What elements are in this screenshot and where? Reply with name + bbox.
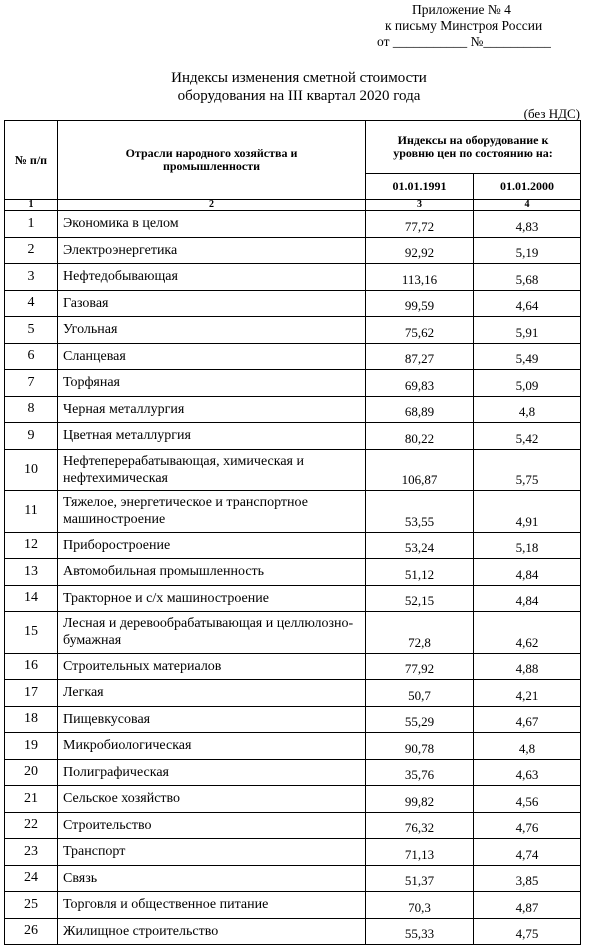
- column-number: 1: [5, 200, 58, 211]
- row-index-1991: 55,29: [366, 706, 474, 733]
- row-sector-name: Нефтеперерабатывающая, химическая и нефтехимическая: [58, 449, 366, 491]
- row-sector-name: Пищевкусовая: [58, 706, 366, 733]
- row-sector-name: Цветная металлургия: [58, 423, 366, 450]
- row-sector-name: Черная металлургия: [58, 396, 366, 423]
- table-row: [5, 211, 581, 238]
- column-number-row: [5, 200, 581, 211]
- row-sector-name: Жилищное строительство: [58, 918, 366, 945]
- row-sector-name: Сельское хозяйство: [58, 786, 366, 813]
- row-number: 13: [5, 559, 58, 586]
- row-index-2000: 4,88: [474, 653, 581, 680]
- row-index-1991: 77,72: [366, 211, 474, 238]
- table-row: [5, 786, 581, 813]
- row-index-1991: 77,92: [366, 653, 474, 680]
- row-number: 8: [5, 396, 58, 423]
- row-index-1991: 106,87: [366, 449, 474, 491]
- row-number: 4: [5, 290, 58, 317]
- table-row: [5, 559, 581, 586]
- table-row: [5, 290, 581, 317]
- row-sector-name: Газовая: [58, 290, 366, 317]
- table-row: [5, 491, 581, 533]
- row-index-2000: 5,18: [474, 532, 581, 559]
- row-index-2000: 4,74: [474, 839, 581, 866]
- row-index-1991: 50,7: [366, 680, 474, 707]
- row-number: 26: [5, 918, 58, 945]
- row-number: 22: [5, 812, 58, 839]
- table-row: [5, 759, 581, 786]
- row-index-1991: 99,82: [366, 786, 474, 813]
- index-table: [4, 120, 581, 945]
- table-row: [5, 706, 581, 733]
- document-title: [0, 69, 598, 105]
- header-date-2000: 01.01.2000: [474, 174, 581, 200]
- row-number: 20: [5, 759, 58, 786]
- table-row: [5, 680, 581, 707]
- row-sector-name: Тяжелое, энергетическое и транспортное машиностроение: [58, 491, 366, 533]
- row-index-2000: 4,64: [474, 290, 581, 317]
- table-row: [5, 733, 581, 760]
- row-number: 5: [5, 317, 58, 344]
- row-number: 14: [5, 585, 58, 612]
- row-number: 18: [5, 706, 58, 733]
- row-number: 16: [5, 653, 58, 680]
- table-row: [5, 865, 581, 892]
- row-sector-name: Нефтедобывающая: [58, 264, 366, 291]
- row-sector-name: Строительство: [58, 812, 366, 839]
- row-index-1991: 90,78: [366, 733, 474, 760]
- row-index-2000: 4,62: [474, 612, 581, 654]
- row-sector-name: Полиграфическая: [58, 759, 366, 786]
- row-sector-name: Приборостроение: [58, 532, 366, 559]
- header-indices: Индексы на оборудование к уровню цен по состоянию на:: [366, 121, 581, 174]
- row-number: 2: [5, 237, 58, 264]
- row-index-2000: 3,85: [474, 865, 581, 892]
- row-number: 9: [5, 423, 58, 450]
- row-index-2000: 4,8: [474, 396, 581, 423]
- row-index-1991: 75,62: [366, 317, 474, 344]
- row-index-2000: 5,49: [474, 343, 581, 370]
- row-sector-name: Угольная: [58, 317, 366, 344]
- row-index-1991: 51,37: [366, 865, 474, 892]
- row-number: 24: [5, 865, 58, 892]
- table-row: [5, 585, 581, 612]
- row-sector-name: Тракторное и с/х машиностроение: [58, 585, 366, 612]
- row-number: 11: [5, 491, 58, 533]
- row-index-2000: 4,87: [474, 892, 581, 919]
- row-number: 21: [5, 786, 58, 813]
- row-index-2000: 4,56: [474, 786, 581, 813]
- title-line-1: Индексы изменения сметной стоимости: [171, 70, 427, 86]
- row-index-1991: 76,32: [366, 812, 474, 839]
- row-number: 12: [5, 532, 58, 559]
- header-row: [5, 121, 581, 174]
- row-index-1991: 68,89: [366, 396, 474, 423]
- row-index-1991: 87,27: [366, 343, 474, 370]
- row-number: 10: [5, 449, 58, 491]
- row-sector-name: Микробиологическая: [58, 733, 366, 760]
- row-index-2000: 4,8: [474, 733, 581, 760]
- appendix-number: Приложение № 4: [412, 2, 511, 17]
- row-index-2000: 4,75: [474, 918, 581, 945]
- table-row: [5, 370, 581, 397]
- vat-note: (без НДС): [523, 106, 580, 121]
- row-index-1991: 70,3: [366, 892, 474, 919]
- table-row: [5, 449, 581, 491]
- row-index-1991: 55,33: [366, 918, 474, 945]
- row-index-1991: 71,13: [366, 839, 474, 866]
- table-row: [5, 343, 581, 370]
- table-body: [5, 211, 581, 945]
- row-number: 3: [5, 264, 58, 291]
- row-index-2000: 5,75: [474, 449, 581, 491]
- table-row: [5, 396, 581, 423]
- column-number: 3: [366, 200, 474, 211]
- row-sector-name: Транспорт: [58, 839, 366, 866]
- row-index-1991: 52,15: [366, 585, 474, 612]
- row-index-2000: 5,91: [474, 317, 581, 344]
- row-number: 15: [5, 612, 58, 654]
- row-index-1991: 69,83: [366, 370, 474, 397]
- appendix-date-number: от ___________ №__________: [377, 34, 551, 49]
- appendix-block: [300, 2, 590, 50]
- row-index-1991: 53,55: [366, 491, 474, 533]
- row-number: 23: [5, 839, 58, 866]
- row-sector-name: Экономика в целом: [58, 211, 366, 238]
- row-index-2000: 4,84: [474, 559, 581, 586]
- row-index-1991: 72,8: [366, 612, 474, 654]
- appendix-letter-ref: к письму Минстроя России: [385, 18, 543, 33]
- row-index-1991: 113,16: [366, 264, 474, 291]
- row-index-1991: 35,76: [366, 759, 474, 786]
- row-index-1991: 51,12: [366, 559, 474, 586]
- table-row: [5, 317, 581, 344]
- row-index-2000: 4,83: [474, 211, 581, 238]
- header-sector: Отрасли народного хозяйства и промышленности: [58, 121, 366, 200]
- row-index-1991: 80,22: [366, 423, 474, 450]
- row-sector-name: Строительных материалов: [58, 653, 366, 680]
- table-row: [5, 612, 581, 654]
- row-index-2000: 4,76: [474, 812, 581, 839]
- row-index-2000: 4,63: [474, 759, 581, 786]
- row-sector-name: Торговля и общественное питание: [58, 892, 366, 919]
- row-index-2000: 5,19: [474, 237, 581, 264]
- column-number: 2: [58, 200, 366, 211]
- row-number: 19: [5, 733, 58, 760]
- row-index-2000: 4,67: [474, 706, 581, 733]
- row-sector-name: Связь: [58, 865, 366, 892]
- row-index-2000: 4,21: [474, 680, 581, 707]
- table-row: [5, 839, 581, 866]
- column-number: 4: [474, 200, 581, 211]
- table-row: [5, 264, 581, 291]
- row-sector-name: Лесная и деревообрабатывающая и целлюлозно-бумажная: [58, 612, 366, 654]
- row-number: 7: [5, 370, 58, 397]
- row-sector-name: Автомобильная промышленность: [58, 559, 366, 586]
- row-index-2000: 5,68: [474, 264, 581, 291]
- row-index-2000: 5,42: [474, 423, 581, 450]
- row-sector-name: Сланцевая: [58, 343, 366, 370]
- row-sector-name: Электроэнергетика: [58, 237, 366, 264]
- header-date-1991: 01.01.1991: [366, 174, 474, 200]
- row-number: 6: [5, 343, 58, 370]
- header-num: № п/п: [5, 121, 58, 200]
- row-index-2000: 5,09: [474, 370, 581, 397]
- row-index-1991: 99,59: [366, 290, 474, 317]
- table-row: [5, 892, 581, 919]
- table-row: [5, 812, 581, 839]
- row-sector-name: Легкая: [58, 680, 366, 707]
- table-row: [5, 653, 581, 680]
- row-number: 17: [5, 680, 58, 707]
- row-number: 25: [5, 892, 58, 919]
- title-line-2: оборудования на III квартал 2020 года: [177, 88, 421, 104]
- table-row: [5, 423, 581, 450]
- row-index-2000: 4,91: [474, 491, 581, 533]
- row-index-1991: 92,92: [366, 237, 474, 264]
- row-index-1991: 53,24: [366, 532, 474, 559]
- table-row: [5, 918, 581, 945]
- table-row: [5, 237, 581, 264]
- row-sector-name: Торфяная: [58, 370, 366, 397]
- table-row: [5, 532, 581, 559]
- row-index-2000: 4,84: [474, 585, 581, 612]
- row-number: 1: [5, 211, 58, 238]
